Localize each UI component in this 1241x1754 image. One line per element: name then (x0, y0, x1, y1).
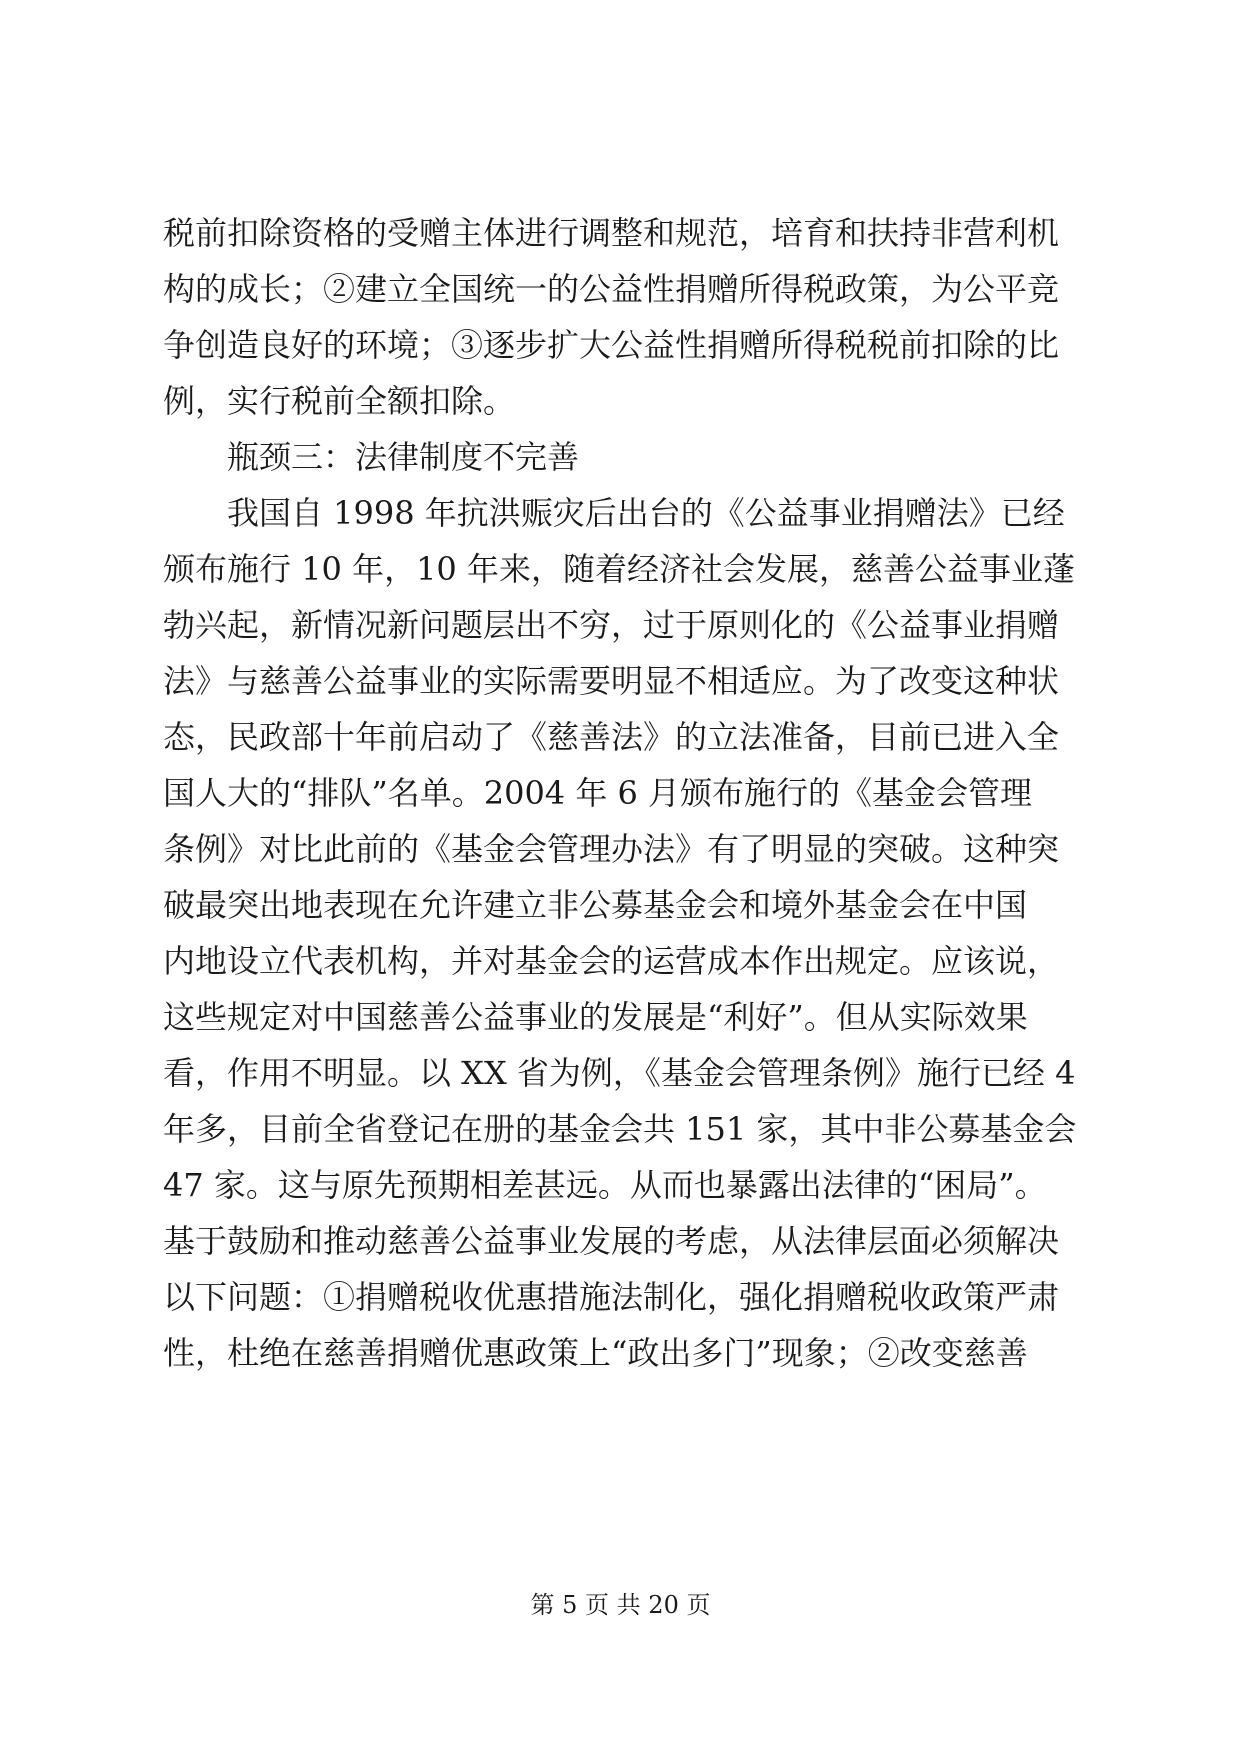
text-line: 法》与慈善公益事业的实际需要明显不相适应。为了改变这种状 (163, 662, 1060, 700)
text-line: 基于鼓励和推动慈善公益事业发展的考虑，从法律层面必须解决 (163, 1222, 1060, 1260)
text-line: 例，实行税前全额扣除。 (163, 382, 516, 420)
text-line: 以下问题：①捐赠税收优惠措施法制化，强化捐赠税收政策严肃 (163, 1278, 1060, 1316)
body-text (163, 205, 1083, 1381)
text-line: 勃兴起，新情况新问题层出不穷，过于原则化的《公益事业捐赠 (163, 606, 1060, 644)
text-line: 颁布施行 10 年，10 年来，随着经济社会发展，慈善公益事业蓬 (163, 550, 1075, 588)
text-line: 看，作用不明显。以 XX 省为例，《基金会管理条例》施行已经 4 (163, 1054, 1076, 1092)
section-heading: 瓶颈三：法律制度不完善 (163, 438, 580, 476)
text-line: 内地设立代表机构，并对基金会的运营成本作出规定。应该说， (163, 942, 1060, 980)
text-line: 性，杜绝在慈善捐赠优惠政策上“政出多门”现象；②改变慈善 (163, 1334, 1028, 1372)
page-number: 第 5 页 共 20 页 (530, 1591, 711, 1619)
text-line: 构的成长；②建立全国统一的公益性捐赠所得税政策，为公平竞 (163, 270, 1060, 308)
text-line: 态，民政部十年前启动了《慈善法》的立法准备，目前已进入全 (163, 718, 1060, 756)
text-line: 这些规定对中国慈善公益事业的发展是“利好”。但从实际效果 (163, 998, 1028, 1036)
text-line: 47 家。这与原先预期相差甚远。从而也暴露出法律的“困局”。 (163, 1166, 1047, 1204)
text-line: 条例》对比此前的《基金会管理办法》有了明显的突破。这种突 (163, 830, 1060, 868)
page-footer (0, 1585, 1241, 1620)
text-line: 国人大的“排队”名单。2004 年 6 月颁布施行的《基金会管理 (163, 774, 1033, 812)
text-line: 年多，目前全省登记在册的基金会共 151 家，其中非公募基金会 (163, 1110, 1077, 1148)
text-line: 破最突出地表现在允许建立非公募基金会和境外基金会在中国 (163, 886, 1028, 924)
text-line: 我国自 1998 年抗洪赈灾后出台的《公益事业捐赠法》已经 (163, 494, 1065, 532)
text-line: 争创造良好的环境；③逐步扩大公益性捐赠所得税税前扣除的比 (163, 326, 1060, 364)
text-line: 税前扣除资格的受赠主体进行调整和规范，培育和扶持非营利机 (163, 214, 1060, 252)
